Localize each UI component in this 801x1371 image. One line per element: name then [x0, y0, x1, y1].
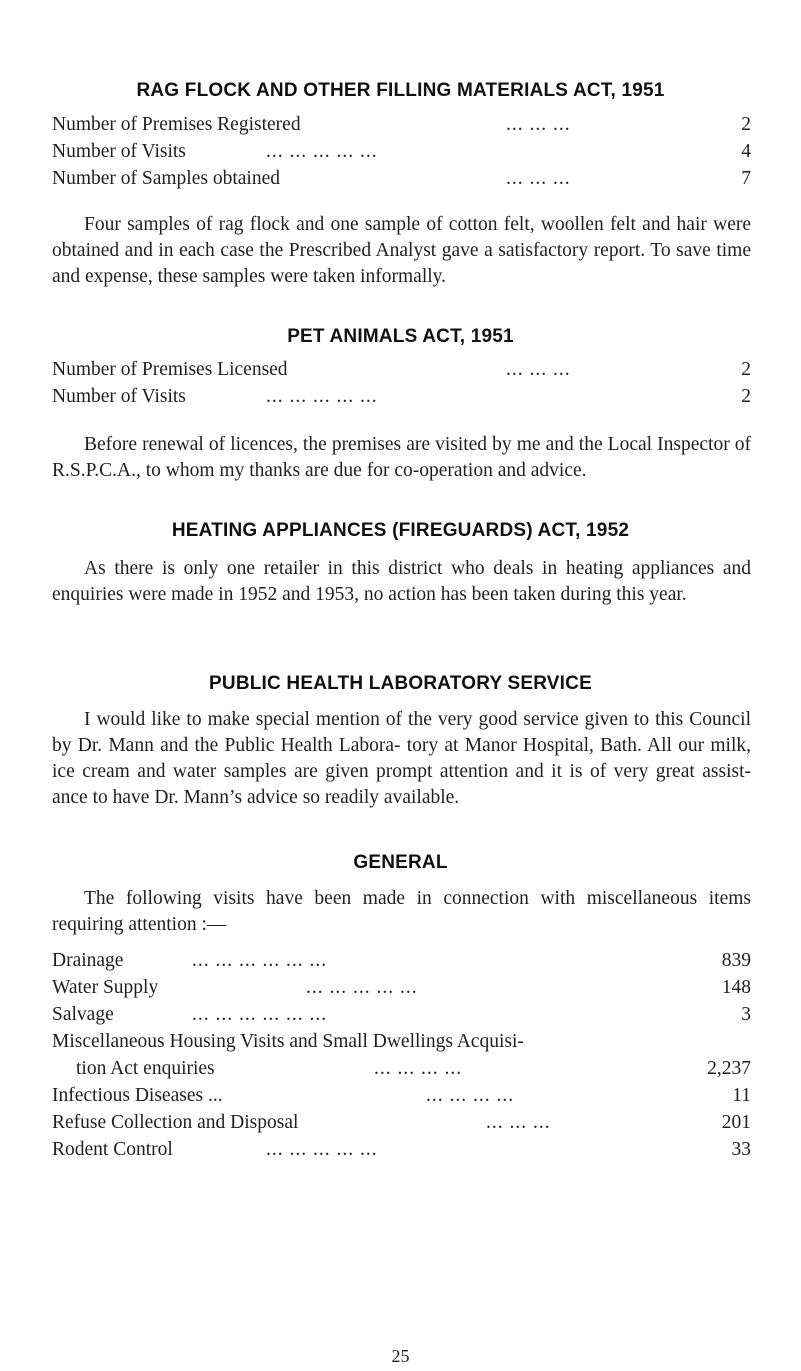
stat-row-misc-housing [52, 1029, 751, 1055]
section-heading-heating: HEATING APPLIANCES (FIREGUARDS) ACT, 1952 [171, 520, 630, 541]
stat-label: Water Supply [52, 977, 159, 998]
stat-label: Number of Visits [52, 141, 186, 162]
leader-dots: ... ... ... [506, 359, 571, 380]
leader-dots: ... ... ... [486, 1112, 551, 1133]
stat-value: 148 [721, 977, 751, 998]
stat-value: 2 [741, 386, 751, 407]
paragraph-general-intro: The following visits have been made in connection with miscellaneous items requiring attention :— [52, 888, 751, 935]
leader-dots: ... ... ... ... ... [266, 141, 378, 162]
stat-label: Drainage [52, 950, 124, 971]
page-number: 25 [391, 1346, 410, 1366]
stat-value: 839 [721, 950, 751, 971]
section-heading-general: GENERAL [353, 852, 448, 873]
stat-label: Refuse Collection and Disposal [52, 1112, 299, 1133]
stat-label: Salvage [52, 1004, 114, 1025]
leader-dots: ... ... ... ... ... ... [192, 950, 328, 971]
leader-dots: ... ... ... ... ... [306, 977, 418, 998]
section-heading-laboratory: PUBLIC HEALTH LABORATORY SERVICE [209, 673, 592, 694]
stat-value: 2 [741, 114, 751, 135]
stat-value: 7 [741, 168, 751, 189]
leader-dots: ... ... ... ... ... ... [192, 1004, 328, 1025]
paragraph-rag-flock: Four samples of rag flock and one sample of cotton felt, woollen felt and hair were obtained and in each case the Prescribed Analyst gave a satisfactory report. To save time and expense, these samples were taken informally. [52, 214, 751, 287]
stat-row-water-supply [52, 975, 751, 1001]
stat-label: Miscellaneous Housing Visits and Small Dwellings Acquisi- [52, 1031, 524, 1052]
stat-value: 2 [741, 359, 751, 380]
stat-label: Number of Samples obtained [52, 168, 280, 189]
leader-dots: ... ... ... ... ... [266, 1139, 378, 1160]
stat-label: Number of Premises Registered [52, 114, 301, 135]
stat-row-pet-visits [52, 384, 751, 410]
leader-dots: ... ... ... ... [374, 1058, 463, 1079]
paragraph-heating: As there is only one retailer in this district who deals in heating appliances and enquiries were made in 1952 and 1953, no action has been taken during this year. [52, 558, 751, 605]
stat-row-infectious [52, 1083, 751, 1109]
stat-label: Number of Premises Licensed [52, 359, 288, 380]
paragraph-pet-animals: Before renewal of licences, the premises are visited by me and the Local Inspector of R.S.P.C.A., to whom my thanks are due for co-operation and advice. [52, 434, 751, 481]
stat-label: tion Act enquiries [76, 1058, 215, 1079]
stat-label: Rodent Control [52, 1139, 173, 1160]
stat-label: Number of Visits [52, 386, 186, 407]
section-heading-pet-animals: PET ANIMALS ACT, 1951 [287, 326, 514, 347]
stat-row-visits [52, 139, 751, 165]
stat-value: 33 [731, 1139, 751, 1160]
stat-row-refuse [52, 1110, 751, 1136]
leader-dots: ... ... ... [506, 168, 571, 189]
stat-row-rodent [52, 1137, 751, 1163]
stat-value: 201 [721, 1112, 751, 1133]
stat-row-premises-registered [52, 112, 751, 138]
stat-value: 2,237 [707, 1058, 751, 1079]
stat-row-drainage [52, 948, 751, 974]
section-heading-rag-flock: RAG FLOCK AND OTHER FILLING MATERIALS ACT, 1951 [136, 80, 665, 101]
leader-dots: ... ... ... [506, 114, 571, 135]
stat-row-samples [52, 166, 751, 192]
leader-dots: ... ... ... ... [426, 1085, 515, 1106]
paragraph-laboratory: I would like to make special mention of the very good service given to this Council by Dr. Mann and the Public Health Labora- tory at Manor Hospital, Bath. All our milk, ice cream and water samples are given prompt attention and it is of very great assist- ance to have Dr. Mann’s advice so readily available. [52, 709, 751, 808]
stat-value: 11 [732, 1085, 751, 1106]
stat-row-misc-housing-cont [76, 1056, 751, 1082]
stat-label: Infectious Diseases ... [52, 1085, 223, 1106]
leader-dots: ... ... ... ... ... [266, 386, 378, 407]
stat-value: 3 [741, 1004, 751, 1025]
stat-row-salvage [52, 1002, 751, 1028]
stat-value: 4 [741, 141, 751, 162]
stat-row-premises-licensed [52, 357, 751, 383]
